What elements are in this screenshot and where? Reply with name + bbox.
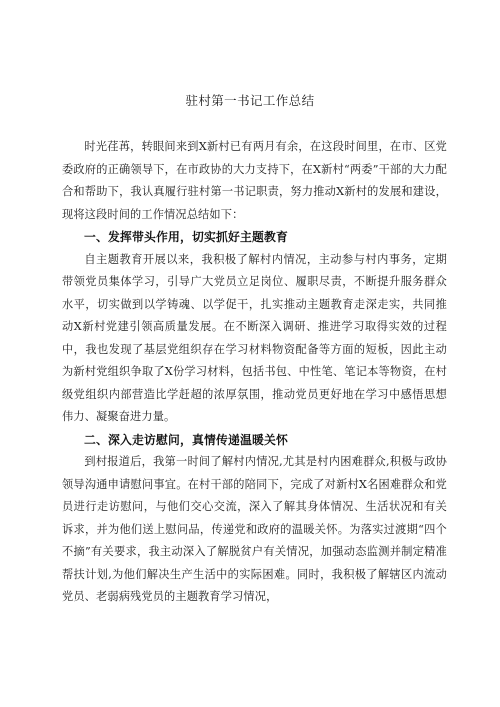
document-body <box>62 136 447 609</box>
section-heading: 二、深入走访慰问，真情传递温暖关怀 <box>84 432 288 447</box>
section-paragraph: 到村报道后，我第一时间了解村内情况,尤其是村内困难群众,积极与政协领导沟通申请慰问事宜。在村干部的陪同下，完成了对新村X名困难群众和党员进行走访慰问，与他们交心交流，深入了解其身体情况、生活状况和有关诉求，并为他们送上慰问品，传递党和政府的温暖关怀。为落实过渡期“四个不摘”有关要求，我主动深入了解脱贫户有关情况，加强动态监测并制定精准帮扶计划,为他们解决生产生活中的实际困难。同时，我积极了解辖区内流动党员、老弱病残党员的主题教育学习情况， <box>62 455 447 603</box>
section-heading: 一、发挥带头作用，切实抓好主题教育 <box>84 230 288 244</box>
document-title: 驻村第一书记工作总结 <box>185 93 315 108</box>
intro-paragraph: 时光荏苒，转眼间来到X新村已有两月有余，在这段时间里，在市、区党委政府的正确领导下，在市政协的大力支持下，在X新村“两委”干部的大力配合和帮助下，我认真履行驻村第一书记职责，努力推动X新村的发展和建设，现将这段时间的工作情况总结如下： <box>62 140 447 221</box>
section-paragraph: 自主题教育开展以来，我积极了解村内情况，主动参与村内事务，定期带领党员集体学习，引导广大党员立足岗位、履职尽责，不断提升服务群众水平，切实做到以学铸魂、以学促干，扎实推动主题教育走深走实，共同推动X新村党建引领高质量发展。在不断深入调研、推进学习取得实效的过程中，我也发现了基层党组织存在学习材料物资配备等方面的短板，因此主动为新村党组织争取了X份学习材料，包括书包、中性笔、笔记本等物资，在村级党组织内部营造比学赶超的浓厚氛围，推动党员更好地在学习中感悟思想伟力、凝聚奋进力量。 <box>62 252 447 423</box>
